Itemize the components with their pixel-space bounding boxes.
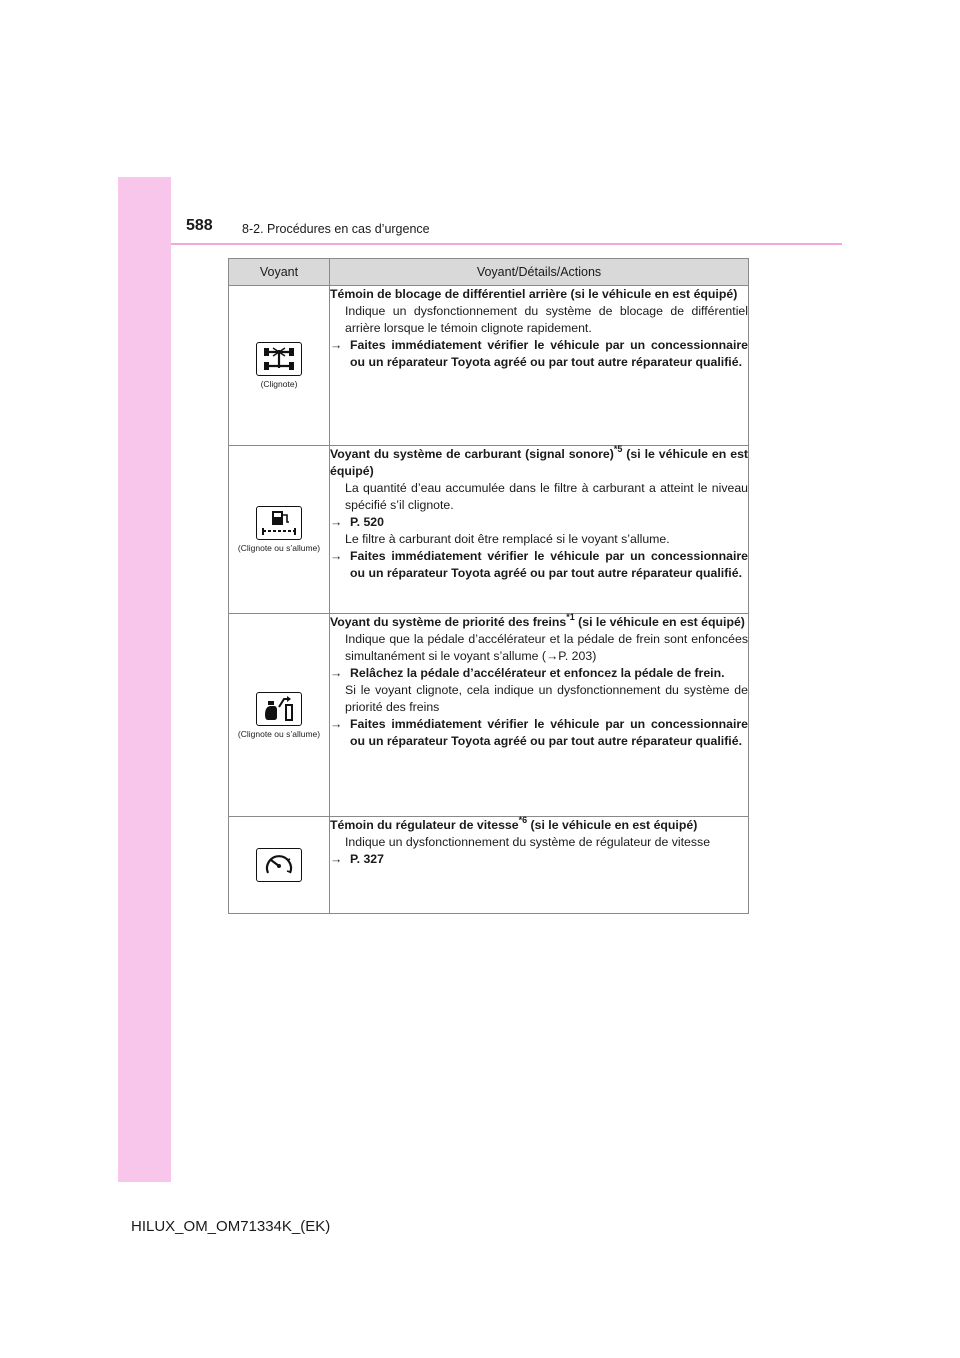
differential-lock-icon <box>256 342 302 376</box>
details-cell <box>330 446 749 614</box>
document-code: HILUX_OM_OM71334K_(EK) <box>131 1218 331 1235</box>
row-description: Indique un dysfonctionnement du système de blocage de différentiel arrière lorsque le témoin clignote rapidement. <box>345 304 748 335</box>
table-row <box>229 446 749 614</box>
row-action: → Relâchez la pédale d’accélérateur et enfoncez la pédale de frein. <box>330 666 725 680</box>
arrow-icon: → <box>545 649 559 663</box>
details-cell <box>330 817 749 914</box>
table-row <box>229 817 749 914</box>
footnote-marker: *6 <box>518 815 528 825</box>
row-description: Le filtre à carburant doit être remplacé si le voyant s’allume. <box>345 532 670 546</box>
row-description: Indique que la pédale d’accélérateur et la pédale de frein sont enfoncées simultanément si le voyant s’allume (→P. 203) <box>345 632 748 663</box>
footnote-marker: *1 <box>566 612 575 622</box>
brake-override-icon <box>256 692 302 726</box>
table-header-row <box>229 259 749 286</box>
row-title: Voyant du système de carburant (signal sonore)$^{*5}$ (si le véhicule en est équipé) <box>330 444 749 478</box>
page-reference-link[interactable]: P. 203) <box>558 649 597 663</box>
details-cell <box>330 286 749 446</box>
page-reference-link[interactable]: → P. 327 <box>330 852 384 866</box>
row-action: → Faites immédiatement vérifier le véhicule par un concessionnaire ou un réparateur Toyota agréé ou par tout autre réparateur qualifié. <box>330 338 748 369</box>
row-description: La quantité d’eau accumulée dans le filtre à carburant a atteint le niveau spécifié s’il clignote. <box>345 481 748 512</box>
cruise-control-icon <box>256 848 302 882</box>
indicator-cell <box>229 286 330 446</box>
arrow-icon: → <box>330 852 343 866</box>
details-cell <box>330 614 749 817</box>
section-title: 8-2. Procédures en cas d’urgence <box>242 222 430 236</box>
row-action: → Faites immédiatement vérifier le véhicule par un concessionnaire ou un réparateur Toyota agréé ou par tout autre réparateur qualifié. <box>330 549 748 580</box>
row-description: Si le voyant clignote, cela indique un dysfonctionnement du système de priorité des freins <box>345 683 748 714</box>
table-row <box>229 286 749 446</box>
arrow-icon: → <box>330 717 343 731</box>
indicator-caption: (Clignote) <box>260 379 298 389</box>
arrow-icon: → <box>330 549 343 563</box>
row-title: Témoin du régulateur de vitesse$^{*6}$ (si le véhicule en est équipé) <box>330 815 698 832</box>
page-number: 588 <box>186 217 213 234</box>
table-row <box>229 614 749 817</box>
indicator-caption: (Clignote ou s’allume) <box>237 728 321 739</box>
row-description: Indique un dysfonctionnement du système de régulateur de vitesse <box>345 835 711 849</box>
margin-color-band <box>118 177 171 1182</box>
row-title: Voyant du système de priorité des freins$^{*1}$ (si le véhicule en est équipé) <box>330 612 745 629</box>
row-action: → Faites immédiatement vérifier le véhicule par un concessionnaire ou un réparateur Toyota agréé ou par tout autre réparateur qualifié. <box>330 717 748 748</box>
fuel-filter-icon <box>256 506 302 540</box>
indicator-cell <box>229 817 330 914</box>
column-header-details: Voyant/Détails/Actions <box>330 259 749 286</box>
column-header-indicator: Voyant <box>229 259 330 286</box>
indicator-cell <box>229 614 330 817</box>
header-rule <box>171 243 842 245</box>
indicator-cell <box>229 446 330 614</box>
arrow-icon: → <box>330 338 343 352</box>
warning-lights-table <box>228 258 749 914</box>
indicator-caption: (Clignote ou s’allume) <box>237 543 321 553</box>
arrow-icon: → <box>330 515 343 529</box>
page-reference-link[interactable]: → P. 520 <box>330 515 384 529</box>
arrow-icon: → <box>330 666 343 680</box>
row-title: Témoin de blocage de différentiel arrière (si le véhicule en est équipé) <box>330 287 738 301</box>
footnote-marker: *5 <box>613 444 623 454</box>
